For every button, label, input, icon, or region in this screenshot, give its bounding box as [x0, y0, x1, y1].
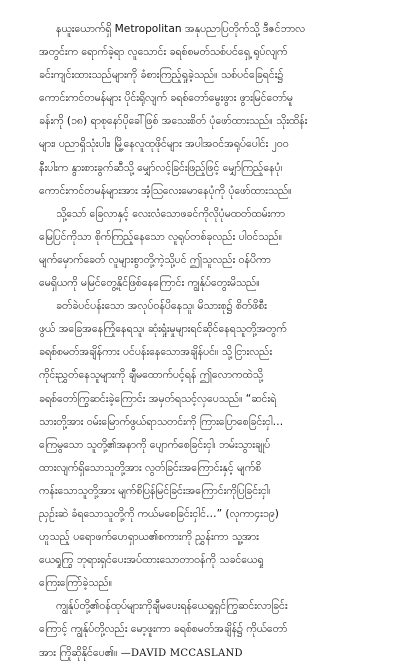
text-line: ကောင်းကင်တမန်များအား အံ့သြလေးမောနေပုံကို ပုံဖော်ထားသည်။ — [39, 184, 292, 197]
text-line: များ၊ ပညာရှိသုံးပါး၊ မြို့နေလူထုဖိုင်များ အပါအဝင်အရုပ်ပေါင်း ၂၀၀ — [39, 138, 289, 151]
text-line: နီးပါးက နွားစားခွက်ဆီသို့ မျှော်လင့်ခြင်းဖြည့်ဖြင့် မျှော်ကြည့်နေပုံ၊ — [39, 161, 283, 174]
text-line: ကိုင်းညွှတ်နေသူများကို ချီမထောက်ပင့်ရန် ဤလောကထဲသို့ — [39, 369, 263, 382]
text-line: ယေရှုကြွ ဘုရားရှင်ပေးအပ်ထားသောတာဝန်ကို သခင်ယေရှု — [39, 554, 264, 567]
text-line: ကြေးကြော်ခဲ့သည်။ — [39, 577, 112, 590]
text-line: မေရှိယကို မမြင်တွေ့နိုင်ဖြစ်နေကြောင်း ကျွန်ုပ်တွေးမိသည်။ — [39, 277, 260, 290]
paragraph-4 — [39, 595, 361, 664]
text-line: ဖွယ် အခြေအနေကြုံနေရသူ၊ ဆုံးရှုံးမှုများရင်ဆိုင်နေရသူတို့အတွက် — [39, 323, 287, 336]
paragraph-2 — [39, 203, 361, 295]
text-line: ကောင်းကင်တမန်များ ပိုင်းရိုလျက် ခရစ်တော်မွေးဖွား ဖွားမြင်တော်မူ — [39, 92, 293, 105]
text-line: ညှဉ်းဆဲ ခံရသောသူတို့ကို ကယ်မစေခြင်းငှါင်…” (လုကာ၄း၁၉) — [39, 507, 279, 520]
author-byline: —DAVID MCCASLAND — [120, 647, 243, 659]
paragraph-3 — [39, 295, 361, 595]
text-line: ခတ်ခဲပင်ပန်းသော အလုပ်ဝန်ပိနေသူ၊ မိသားစု၌ စိတ်ဖိစီး — [56, 300, 267, 313]
paragraph-1 — [39, 18, 361, 203]
text-line: သားတို့အား ဝမ်းမြောက်ဖွယ်ရာသတင်းကို ကြားပြောစေခြင်းငှါ… — [39, 415, 284, 428]
closing-text: အား ကြိုဆိုနိုင်ပေ၏။ — [39, 646, 118, 659]
text-line: ခန်းကို (၁၈) ရာစုနော်ပိုခေါ်ဖြစ် အသေးစိတ် ပုံဖော်ထားသည်။ သိုးထိန်း — [39, 115, 308, 128]
text-line: ကျွန်ုပ်တို့၏ဝန်ထုပ်များကိုချီမပေးရန်ယေရှုရှင်ကြွဆင်းလာခြင်း — [56, 600, 288, 613]
text-line: ခရစ်တော်ကြွဆင်းခဲ့ကြောင်း အမှတ်ရသင့်လှပေသည်။ “ဆင်းရဲ — [39, 392, 277, 405]
text-line — [39, 642, 361, 665]
text-line: နယူးယောက်ရှိ Metropolitan အနုပညာပြတိုက်သို့ ဒီဇင်ဘာလ — [56, 23, 306, 35]
text-line: မျက်မှောက်ခေတ် လူများစွာတို့ကဲ့သို့ပင် ဤသူလည်း ဝန်ပိကာ — [39, 253, 271, 266]
text-line: ခင်းကျင်းထားသည်များကို ခံစားကြည့်ရှုခဲ့သည်။ သစ်ပင်ခြေရင်း၌ — [39, 69, 284, 82]
devotional-text — [39, 18, 361, 665]
text-line: ခရစ်စမတ်အချိန်ကား ပင်ပန်းနေသောအချိန်ပင်။ သို့ငြားလည်း — [39, 346, 273, 359]
text-line: ဟူသည့် ပရောဖက်ဟေရှာယ၏စကားကို ညွှန်းကာ သူ့အား — [39, 531, 259, 544]
text-line: ကြောင့် ကျွန်ုပ်တို့လည်း မော့ဖူးကာ ခရစ်စမတ်အချိန်၌ ကိုယ်တော် — [39, 623, 288, 636]
text-line: သို့သော် ခြေလာနှင့် လေးလံသောဖခင်ကိုလိုပုံမထတ်ထမ်းကာ — [56, 207, 286, 220]
text-line: မြေပြင်ကိုသာ စိုက်ကြည့်နေသော လူရုပ်တစ်ခုလည်း ပါဝင်သည်။ — [39, 230, 282, 243]
text-line: ထားလျက်ရှိသောသူတို့အား လွတ်ခြင်းအကြောင်းနှင့် မျက်စိ — [39, 461, 262, 474]
text-line: ကန်းသောသူတို့အား မျက်စိပြန်မြင်ခြင်းအကြောင်းကိုပြခြင်းငှါ၊ — [39, 484, 271, 497]
text-line: ကြေမွသော သူတို့၏အနာကို ပျောက်စေခြင်းငှါ၊ ဘမ်းသွားချုပ် — [39, 438, 271, 451]
text-line: အတွင်းက ရောက်ခဲ့ရာ လူသောင်း ခရစ်စမတ်သစ်ပင်ရှေ့ ရုပ်လျက် — [39, 46, 288, 59]
